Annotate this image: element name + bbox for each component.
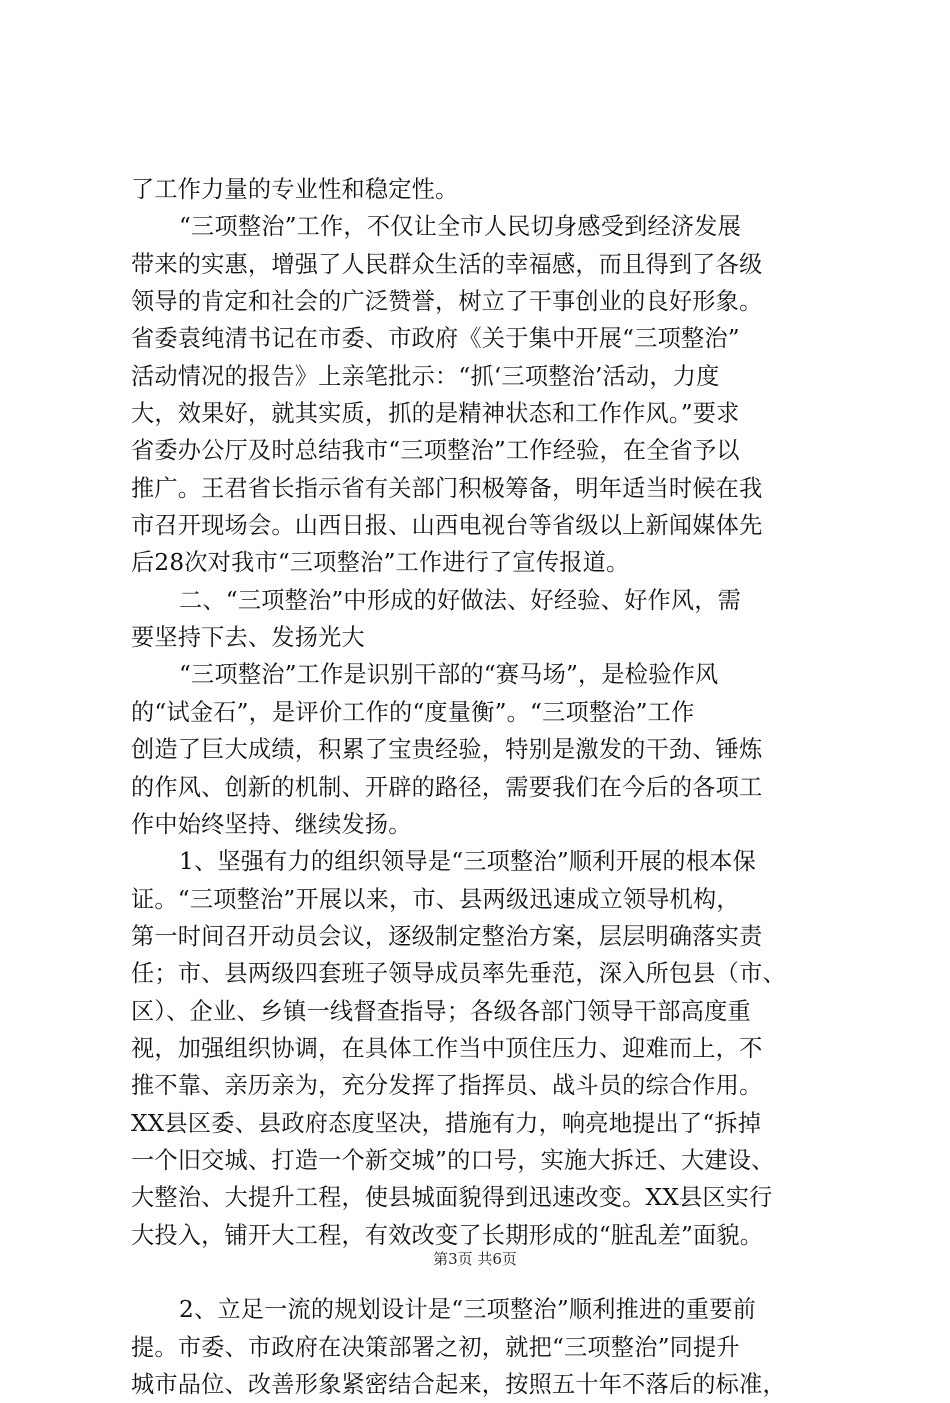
text-line: 作中始终坚持、继续发扬。 xyxy=(131,810,412,838)
text-line: 提。市委、市政府在决策部署之初，就把“三项整治”同提升 xyxy=(131,1333,740,1361)
text-line: 证。“三项整治”开展以来，市、县两级迅速成立领导机构， xyxy=(131,885,740,913)
text-line: 带来的实惠，增强了人民群众生活的幸福感，而且得到了各级 xyxy=(131,250,763,278)
text-line: 领导的肯定和社会的广泛赞誉，树立了干事创业的良好形象。 xyxy=(131,288,763,316)
text-line: XX县区委、县政府态度坚决，措施有力，响亮地提出了“拆掉 xyxy=(131,1109,762,1137)
text-line: 的作风、创新的机制、开辟的路径，需要我们在今后的各项工 xyxy=(131,773,763,801)
text-line: 大整治、大提升工程，使县城面貌得到迅速改变。XX县区实行 xyxy=(131,1184,773,1212)
text-line: 大投入，铺开大工程，有效改变了长期形成的“脏乱差”面貌。 xyxy=(131,1221,764,1249)
paragraph-start-line: “三项整治”工作，不仅让全市人民切身感受到经济发展 xyxy=(179,213,742,241)
text-line: 省委办公厅及时总结我市“三项整治”工作经验，在全省予以 xyxy=(131,437,740,465)
text-line: 第一时间召开动员会议，逐级制定整治方案，层层明确落实责 xyxy=(131,922,763,950)
text-line: 一个旧交城、打造一个新交城”的口号，实施大拆迁、大建设、 xyxy=(131,1146,775,1174)
text-line: 推不靠、亲历亲为，充分发挥了指挥员、战斗员的综合作用。 xyxy=(131,1072,763,1100)
document-body xyxy=(131,171,831,1403)
text-line: 市召开现场会。山西日报、山西电视台等省级以上新闻媒体先 xyxy=(131,512,763,540)
text-line: 区）、企业、乡镇一线督查指导；各级各部门领导干部高度重 xyxy=(131,997,751,1025)
text-line: 省委袁纯清书记在市委、市政府《关于集中开展“三项整治” xyxy=(131,325,740,353)
page-number-footer: 第3页 共6页 xyxy=(433,1250,517,1268)
text-line: 活动情况的报告》上亲笔批示：“抓‘三项整治’活动，力度 xyxy=(131,362,720,390)
text-line: 任；市、县两级四套班子领导成员率先垂范，深入所包县（市、 xyxy=(131,960,786,988)
text-line: 城市品位、改善形象紧密结合起来，按照五十年不落后的标准， xyxy=(131,1371,786,1398)
section-heading-line: 要坚持下去、发扬光大 xyxy=(131,624,365,652)
text-line: 后28次对我市“三项整治”工作进行了宣传报道。 xyxy=(131,549,630,577)
text-line: 创造了巨大成绩，积累了宝贵经验，特别是激发的干劲、锤炼 xyxy=(131,736,763,764)
text-line: 了工作力量的专业性和稳定性。 xyxy=(131,176,459,203)
paragraph-start-line: 2、立足一流的规划设计是“三项整治”顺利推进的重要前 xyxy=(179,1296,756,1324)
text-line: 的“试金石”，是评价工作的“度量衡”。“三项整治”工作 xyxy=(131,698,695,726)
text-line: 推广。王君省长指示省有关部门积极筹备，明年适当时候在我 xyxy=(131,474,763,502)
paragraph-start-line: 1、坚强有力的组织领导是“三项整治”顺利开展的根本保 xyxy=(179,848,756,876)
paragraph-start-line: “三项整治”工作是识别干部的“赛马场”，是检验作风 xyxy=(179,661,719,689)
text-line: 视，加强组织协调，在具体工作当中顶住压力、迎难而上，不 xyxy=(131,1034,763,1062)
text-line: 大，效果好，就其实质，抓的是精神状态和工作作风。”要求 xyxy=(131,400,740,428)
section-heading-line: 二、“三项整治”中形成的好做法、好经验、好作风，需 xyxy=(179,586,742,614)
